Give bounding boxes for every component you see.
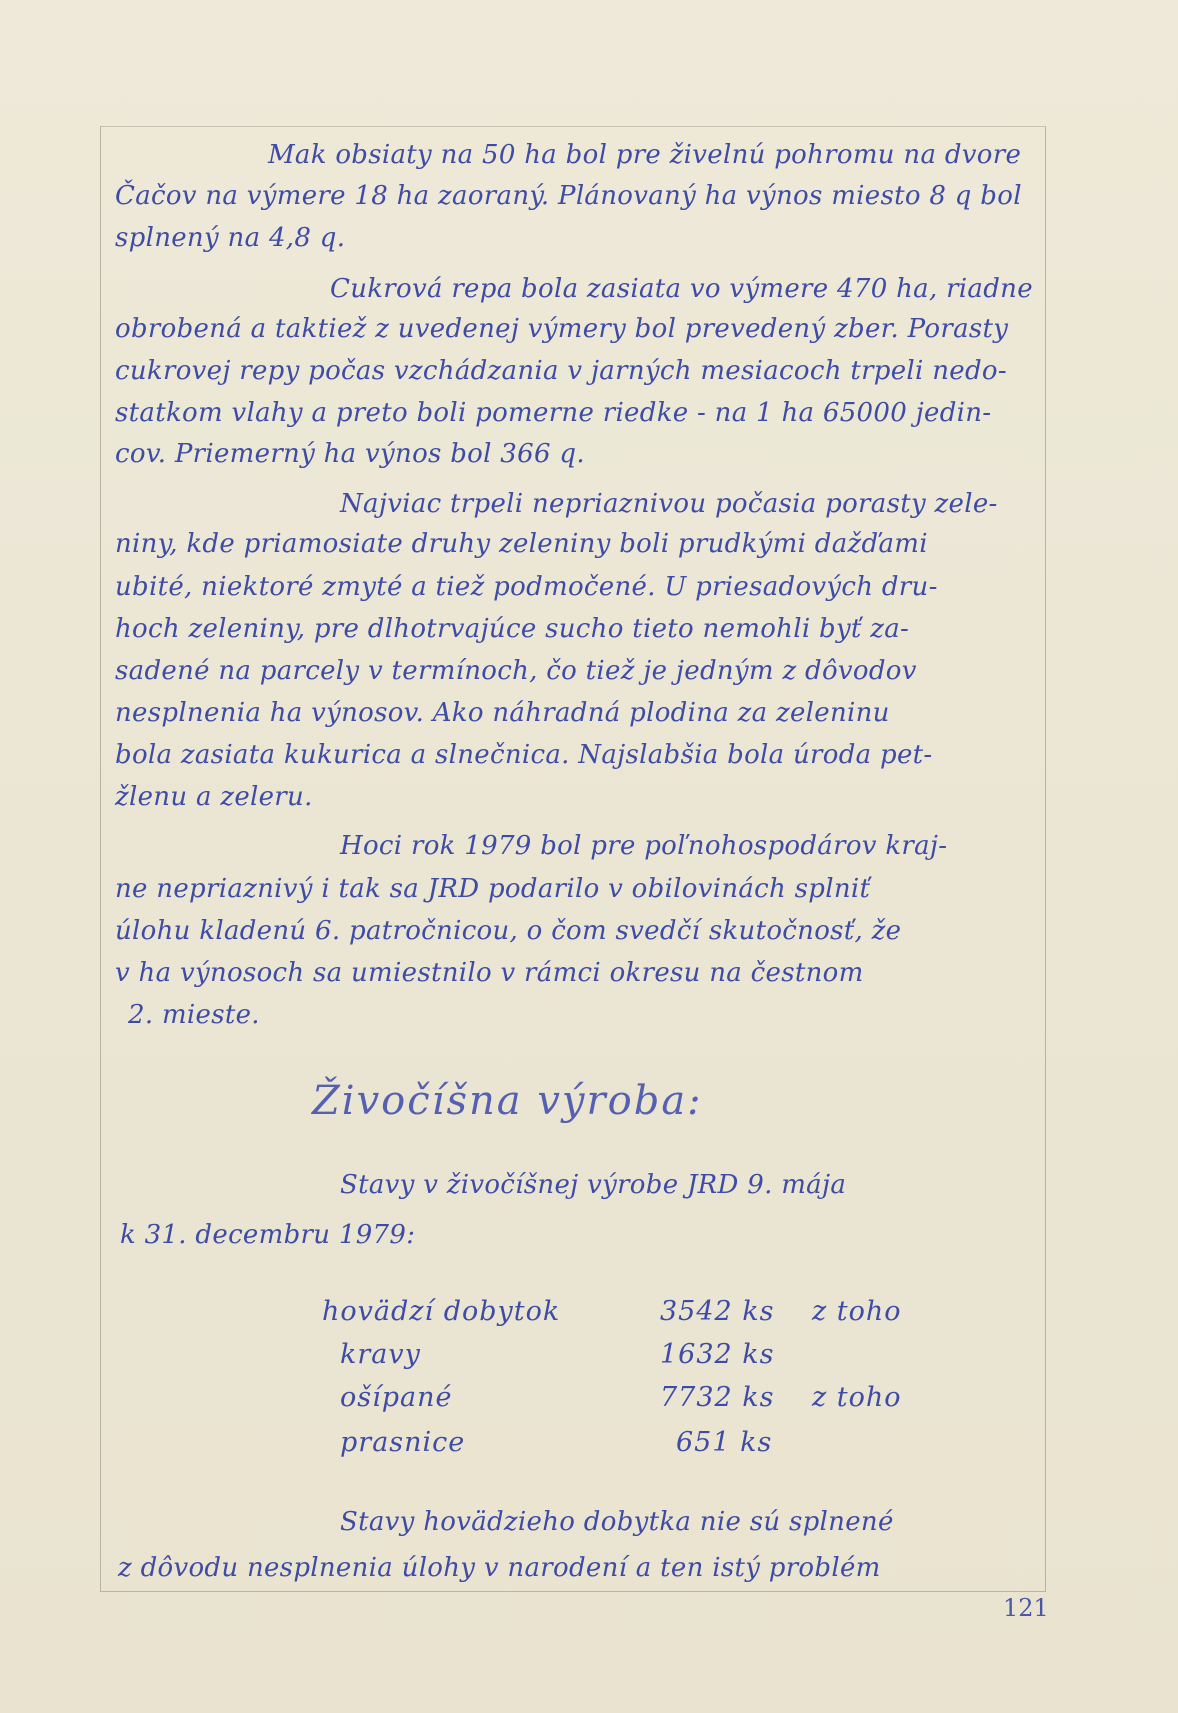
row-note: z toho	[812, 1382, 902, 1413]
paragraph-3-line-1: Najviac trpeli nepriaznivou počasia porasty zele-	[340, 489, 998, 519]
paragraph-3-line-7: bola zasiata kukurica a slnečnica. Najslabšia bola úroda pet-	[115, 740, 933, 770]
paragraph-3-line-8: žlenu a zeleru.	[115, 782, 313, 812]
paragraph-4-line-1: Hoci rok 1979 bol pre poľnohospodárov kraj-	[340, 831, 948, 861]
paragraph-4-line-5: 2. mieste.	[128, 1000, 260, 1030]
paragraph-3-line-5: sadené na parcely v termínoch, čo tiež je jedným z dôvodov	[115, 656, 917, 686]
closing-line-1: Stavy hovädzieho dobytka nie sú splnené	[340, 1507, 894, 1537]
paragraph-2-line-5: cov. Priemerný ha výnos bol 366 q.	[115, 439, 585, 469]
paragraph-2-line-4: statkom vlahy a preto boli pomerne riedke - na 1 ha 65000 jedin-	[115, 398, 992, 428]
livestock-intro-line-2: k 31. decembru 1979:	[120, 1220, 416, 1250]
paragraph-2-line-3: cukrovej repy počas vzchádzania v jarných mesiacoch trpeli nedo-	[115, 356, 1007, 386]
livestock-intro-line-1: Stavy v živočíšnej výrobe JRD 9. mája	[340, 1170, 847, 1200]
row-note: z toho	[812, 1296, 902, 1327]
paragraph-4-line-3: úlohu kladenú 6. patročnicou, o čom svedčí skutočnosť, že	[115, 916, 902, 946]
paragraph-3-line-3: ubité, niektoré zmyté a tiež podmočené. U priesadových dru-	[115, 572, 938, 602]
row-value: 7732 ks	[660, 1382, 775, 1413]
paragraph-1-line-3: splnený na 4,8 q.	[115, 223, 346, 253]
row-label: hovädzí dobytok	[322, 1296, 561, 1327]
paragraph-3-line-2: niny, kde priamosiate druhy zeleniny boli prudkými dažďami	[115, 529, 928, 559]
paragraph-3-line-4: hoch zeleniny, pre dlhotrvajúce sucho tieto nemohli byť za-	[115, 614, 910, 644]
paragraph-1-line-2: Čačov na výmere 18 ha zaoraný. Plánovaný ha výnos miesto 8 q bol	[115, 181, 1022, 211]
section-heading: Živočíšna výroba:	[312, 1078, 703, 1124]
row-value: 1632 ks	[660, 1339, 775, 1370]
paragraph-4-line-2: ne nepriaznivý i tak sa JRD podarilo v obilovinách splniť	[115, 874, 871, 904]
row-label: prasnice	[340, 1427, 466, 1458]
row-value: 3542 ks	[660, 1296, 775, 1327]
row-label: ošípané	[340, 1382, 453, 1413]
closing-line-2: z dôvodu nesplnenia úlohy v narodení a ten istý problém	[118, 1553, 881, 1583]
paragraph-2-line-1: Cukrová repa bola zasiata vo výmere 470 ha, riadne	[330, 274, 1033, 304]
row-label: kravy	[340, 1339, 421, 1370]
paragraph-1-line-1: Mak obsiaty na 50 ha bol pre živelnú pohromu na dvore	[268, 140, 1022, 170]
row-value: 651 ks	[676, 1427, 773, 1458]
paragraph-3-line-6: nesplnenia ha výnosov. Ako náhradná plodina za zeleninu	[115, 698, 890, 728]
page-number: 121	[1003, 1594, 1049, 1622]
paragraph-4-line-4: v ha výnosoch sa umiestnilo v rámci okresu na čestnom	[115, 958, 864, 988]
paragraph-2-line-2: obrobená a taktiež z uvedenej výmery bol prevedený zber. Porasty	[115, 314, 1009, 344]
